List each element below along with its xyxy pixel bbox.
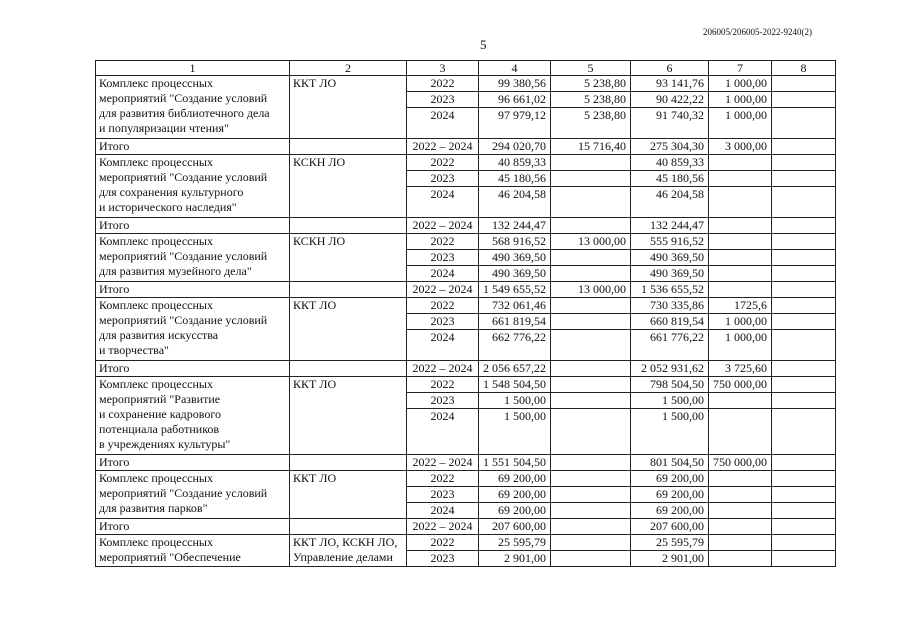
total-executor-cell	[290, 519, 407, 535]
total-amount-cell: 40 859,33	[479, 155, 551, 171]
total-amount-cell: 25 595,79	[479, 535, 551, 551]
col8-amount-cell	[772, 519, 836, 535]
program-name-line: мероприятий "Создание условий	[99, 313, 268, 327]
col8-amount-cell	[772, 377, 836, 393]
col5-amount-cell: 13 000,00	[551, 234, 631, 250]
col7-amount-cell: 1 000,00	[709, 314, 772, 330]
col6-amount-cell: 490 369,50	[631, 266, 709, 282]
program-name-line: Комплекс процессных	[99, 535, 213, 549]
total-amount-cell: 1 500,00	[479, 393, 551, 409]
total-executor-cell	[290, 218, 407, 234]
total-row	[96, 139, 836, 155]
total-executor-cell	[290, 361, 407, 377]
col5-amount-cell: 5 238,80	[551, 76, 631, 92]
executor-line: ККТ ЛО	[293, 298, 337, 312]
col7-amount-cell: 750 000,00	[709, 455, 772, 471]
year-row	[96, 155, 836, 171]
total-label-cell: Итого	[96, 218, 290, 234]
program-name-line: Комплекс процессных	[99, 155, 213, 169]
total-label-cell: Итого	[96, 139, 290, 155]
year-row	[96, 76, 836, 92]
total-amount-cell: 2 056 657,22	[479, 361, 551, 377]
column-header-6: 6	[631, 61, 709, 76]
total-amount-cell: 490 369,50	[479, 250, 551, 266]
column-header-2: 2	[290, 61, 407, 76]
year-cell: 2023	[407, 171, 479, 187]
total-amount-cell: 69 200,00	[479, 487, 551, 503]
column-header-7: 7	[709, 61, 772, 76]
col5-amount-cell	[551, 503, 631, 519]
col7-amount-cell: 1 000,00	[709, 76, 772, 92]
total-amount-cell: 99 380,56	[479, 76, 551, 92]
col7-amount-cell	[709, 535, 772, 551]
col6-amount-cell: 91 740,32	[631, 108, 709, 139]
program-name-cell	[96, 234, 290, 282]
program-name-line: мероприятий "Создание условий	[99, 486, 268, 500]
executor-cell	[290, 76, 407, 139]
col5-amount-cell	[551, 218, 631, 234]
col7-amount-cell: 750 000,00	[709, 377, 772, 393]
year-cell: 2023	[407, 314, 479, 330]
year-cell: 2022	[407, 155, 479, 171]
col7-amount-cell	[709, 187, 772, 218]
col6-amount-cell: 93 141,76	[631, 76, 709, 92]
total-row	[96, 455, 836, 471]
program-name-line: мероприятий "Обеспечение	[99, 550, 241, 564]
col8-amount-cell	[772, 487, 836, 503]
column-header-8: 8	[772, 61, 836, 76]
col7-amount-cell	[709, 487, 772, 503]
column-header-3: 3	[407, 61, 479, 76]
program-name-cell	[96, 377, 290, 455]
year-cell: 2022	[407, 298, 479, 314]
total-period-cell: 2022 – 2024	[407, 282, 479, 298]
col8-amount-cell	[772, 282, 836, 298]
col8-amount-cell	[772, 76, 836, 92]
total-executor-cell	[290, 139, 407, 155]
col5-amount-cell	[551, 551, 631, 567]
program-name-cell	[96, 535, 290, 567]
executor-line: ККТ ЛО	[293, 76, 337, 90]
program-name-line: Комплекс процессных	[99, 471, 213, 485]
col6-amount-cell: 798 504,50	[631, 377, 709, 393]
year-row	[96, 535, 836, 551]
executor-cell	[290, 535, 407, 567]
col5-amount-cell	[551, 155, 631, 171]
executor-cell	[290, 155, 407, 218]
total-amount-cell: 662 776,22	[479, 330, 551, 361]
total-label-cell: Итого	[96, 455, 290, 471]
col5-amount-cell	[551, 266, 631, 282]
col7-amount-cell	[709, 155, 772, 171]
total-amount-cell: 490 369,50	[479, 266, 551, 282]
total-amount-cell: 97 979,12	[479, 108, 551, 139]
executor-line: КСКН ЛО	[293, 155, 346, 169]
total-label-cell: Итого	[96, 361, 290, 377]
col7-amount-cell	[709, 266, 772, 282]
col5-amount-cell	[551, 330, 631, 361]
program-name-line: мероприятий "Создание условий	[99, 91, 268, 105]
col6-amount-cell: 801 504,50	[631, 455, 709, 471]
executor-line: ККТ ЛО, КСКН ЛО,	[293, 535, 398, 549]
col6-amount-cell: 69 200,00	[631, 503, 709, 519]
total-amount-cell: 46 204,58	[479, 187, 551, 218]
col6-amount-cell: 2 052 931,62	[631, 361, 709, 377]
program-name-line: Комплекс процессных	[99, 377, 213, 391]
budget-table	[95, 60, 836, 567]
year-cell: 2022	[407, 76, 479, 92]
col8-amount-cell	[772, 503, 836, 519]
col6-amount-cell: 132 244,47	[631, 218, 709, 234]
col8-amount-cell	[772, 266, 836, 282]
year-cell: 2024	[407, 409, 479, 455]
year-cell: 2023	[407, 551, 479, 567]
year-row	[96, 377, 836, 393]
total-amount-cell: 45 180,56	[479, 171, 551, 187]
col7-amount-cell	[709, 250, 772, 266]
col7-amount-cell: 3 000,00	[709, 139, 772, 155]
col7-amount-cell: 1 000,00	[709, 330, 772, 361]
col8-amount-cell	[772, 409, 836, 455]
program-name-line: мероприятий "Создание условий	[99, 249, 268, 263]
col7-amount-cell	[709, 551, 772, 567]
col6-amount-cell: 490 369,50	[631, 250, 709, 266]
col7-amount-cell	[709, 234, 772, 250]
program-name-line: и исторического наследия"	[99, 200, 237, 214]
program-name-cell	[96, 471, 290, 519]
col5-amount-cell: 13 000,00	[551, 282, 631, 298]
year-cell: 2023	[407, 393, 479, 409]
year-cell: 2023	[407, 92, 479, 108]
executor-line: КСКН ЛО	[293, 234, 346, 248]
year-row	[96, 471, 836, 487]
col7-amount-cell: 1 000,00	[709, 92, 772, 108]
col6-amount-cell: 45 180,56	[631, 171, 709, 187]
executor-line: ККТ ЛО	[293, 471, 337, 485]
col6-amount-cell: 275 304,30	[631, 139, 709, 155]
col8-amount-cell	[772, 298, 836, 314]
total-amount-cell: 1 549 655,52	[479, 282, 551, 298]
total-amount-cell: 132 244,47	[479, 218, 551, 234]
header-row	[96, 61, 836, 76]
col7-amount-cell	[709, 519, 772, 535]
total-row	[96, 519, 836, 535]
program-name-cell	[96, 155, 290, 218]
total-amount-cell: 732 061,46	[479, 298, 551, 314]
year-cell: 2024	[407, 330, 479, 361]
col6-amount-cell: 46 204,58	[631, 187, 709, 218]
year-cell: 2023	[407, 250, 479, 266]
program-name-line: для развития музейного дела"	[99, 264, 252, 278]
program-name-line: для развития библиотечного дела	[99, 106, 270, 120]
col6-amount-cell: 661 776,22	[631, 330, 709, 361]
col5-amount-cell: 5 238,80	[551, 108, 631, 139]
total-amount-cell: 294 020,70	[479, 139, 551, 155]
total-row	[96, 282, 836, 298]
year-cell: 2022	[407, 234, 479, 250]
col8-amount-cell	[772, 187, 836, 218]
col8-amount-cell	[772, 393, 836, 409]
total-period-cell: 2022 – 2024	[407, 218, 479, 234]
program-name-line: и популяризации чтения"	[99, 121, 229, 135]
year-cell: 2024	[407, 503, 479, 519]
column-header-5: 5	[551, 61, 631, 76]
year-cell: 2022	[407, 377, 479, 393]
col7-amount-cell	[709, 409, 772, 455]
col8-amount-cell	[772, 108, 836, 139]
col8-amount-cell	[772, 535, 836, 551]
year-cell: 2022	[407, 471, 479, 487]
executor-line: Управление делами	[293, 550, 393, 564]
executor-cell	[290, 298, 407, 361]
total-period-cell: 2022 – 2024	[407, 139, 479, 155]
col8-amount-cell	[772, 92, 836, 108]
col8-amount-cell	[772, 455, 836, 471]
col8-amount-cell	[772, 330, 836, 361]
year-row	[96, 234, 836, 250]
total-executor-cell	[290, 282, 407, 298]
col6-amount-cell: 69 200,00	[631, 487, 709, 503]
col6-amount-cell: 2 901,00	[631, 551, 709, 567]
col7-amount-cell	[709, 171, 772, 187]
col5-amount-cell	[551, 535, 631, 551]
col5-amount-cell	[551, 298, 631, 314]
col5-amount-cell	[551, 455, 631, 471]
executor-cell	[290, 377, 407, 455]
col8-amount-cell	[772, 218, 836, 234]
col7-amount-cell	[709, 393, 772, 409]
total-period-cell: 2022 – 2024	[407, 519, 479, 535]
table-body	[96, 76, 836, 567]
program-name-line: Комплекс процессных	[99, 234, 213, 248]
column-header-4: 4	[479, 61, 551, 76]
year-cell: 2022	[407, 535, 479, 551]
program-name-line: для сохранения культурного	[99, 185, 244, 199]
col6-amount-cell: 25 595,79	[631, 535, 709, 551]
total-period-cell: 2022 – 2024	[407, 361, 479, 377]
col6-amount-cell: 730 335,86	[631, 298, 709, 314]
total-executor-cell	[290, 455, 407, 471]
program-name-line: потенциала работников	[99, 422, 220, 436]
col7-amount-cell	[709, 503, 772, 519]
col8-amount-cell	[772, 250, 836, 266]
program-name-line: Комплекс процессных	[99, 76, 213, 90]
col7-amount-cell	[709, 218, 772, 234]
col5-amount-cell	[551, 361, 631, 377]
column-header-1: 1	[96, 61, 290, 76]
col8-amount-cell	[772, 551, 836, 567]
col8-amount-cell	[772, 139, 836, 155]
col7-amount-cell: 1725,6	[709, 298, 772, 314]
total-amount-cell: 1 500,00	[479, 409, 551, 455]
col6-amount-cell: 1 500,00	[631, 409, 709, 455]
col6-amount-cell: 1 500,00	[631, 393, 709, 409]
year-cell: 2024	[407, 187, 479, 218]
total-amount-cell: 1 548 504,50	[479, 377, 551, 393]
year-row	[96, 298, 836, 314]
program-name-line: для развития искусства	[99, 328, 219, 342]
program-name-cell	[96, 76, 290, 139]
program-name-line: и творчества"	[99, 343, 169, 357]
program-name-line: для развития парков"	[99, 501, 208, 515]
total-amount-cell: 2 901,00	[479, 551, 551, 567]
col5-amount-cell	[551, 314, 631, 330]
total-amount-cell: 69 200,00	[479, 471, 551, 487]
col6-amount-cell: 555 916,52	[631, 234, 709, 250]
col5-amount-cell	[551, 471, 631, 487]
total-amount-cell: 1 551 504,50	[479, 455, 551, 471]
total-amount-cell: 207 600,00	[479, 519, 551, 535]
col8-amount-cell	[772, 471, 836, 487]
page-number: 5	[480, 37, 487, 52]
program-name-line: мероприятий "Создание условий	[99, 170, 268, 184]
col8-amount-cell	[772, 361, 836, 377]
col6-amount-cell: 1 536 655,52	[631, 282, 709, 298]
col7-amount-cell	[709, 282, 772, 298]
col7-amount-cell: 1 000,00	[709, 108, 772, 139]
col8-amount-cell	[772, 234, 836, 250]
col6-amount-cell: 40 859,33	[631, 155, 709, 171]
col8-amount-cell	[772, 171, 836, 187]
program-name-line: Комплекс процессных	[99, 298, 213, 312]
col6-amount-cell: 660 819,54	[631, 314, 709, 330]
total-row	[96, 361, 836, 377]
col5-amount-cell	[551, 487, 631, 503]
total-label-cell: Итого	[96, 282, 290, 298]
executor-line: ККТ ЛО	[293, 377, 337, 391]
col7-amount-cell: 3 725,60	[709, 361, 772, 377]
program-name-cell	[96, 298, 290, 361]
col5-amount-cell	[551, 250, 631, 266]
program-name-line: и сохранение кадрового	[99, 407, 221, 421]
col8-amount-cell	[772, 314, 836, 330]
document-id: 206005/206005-2022-9240(2)	[703, 27, 812, 37]
col5-amount-cell	[551, 519, 631, 535]
col5-amount-cell	[551, 187, 631, 218]
col5-amount-cell: 5 238,80	[551, 92, 631, 108]
col7-amount-cell	[709, 471, 772, 487]
total-period-cell: 2022 – 2024	[407, 455, 479, 471]
total-amount-cell: 568 916,52	[479, 234, 551, 250]
col5-amount-cell	[551, 377, 631, 393]
col5-amount-cell: 15 716,40	[551, 139, 631, 155]
col5-amount-cell	[551, 171, 631, 187]
col6-amount-cell: 69 200,00	[631, 471, 709, 487]
executor-cell	[290, 471, 407, 519]
col6-amount-cell: 207 600,00	[631, 519, 709, 535]
total-amount-cell: 69 200,00	[479, 503, 551, 519]
total-row	[96, 218, 836, 234]
program-name-line: в учреждениях культуры"	[99, 437, 231, 451]
year-cell: 2024	[407, 266, 479, 282]
program-name-line: мероприятий "Развитие	[99, 392, 221, 406]
year-cell: 2023	[407, 487, 479, 503]
col6-amount-cell: 90 422,22	[631, 92, 709, 108]
col8-amount-cell	[772, 155, 836, 171]
col5-amount-cell	[551, 393, 631, 409]
year-cell: 2024	[407, 108, 479, 139]
executor-cell	[290, 234, 407, 282]
total-amount-cell: 661 819,54	[479, 314, 551, 330]
total-amount-cell: 96 661,02	[479, 92, 551, 108]
total-label-cell: Итого	[96, 519, 290, 535]
col5-amount-cell	[551, 409, 631, 455]
